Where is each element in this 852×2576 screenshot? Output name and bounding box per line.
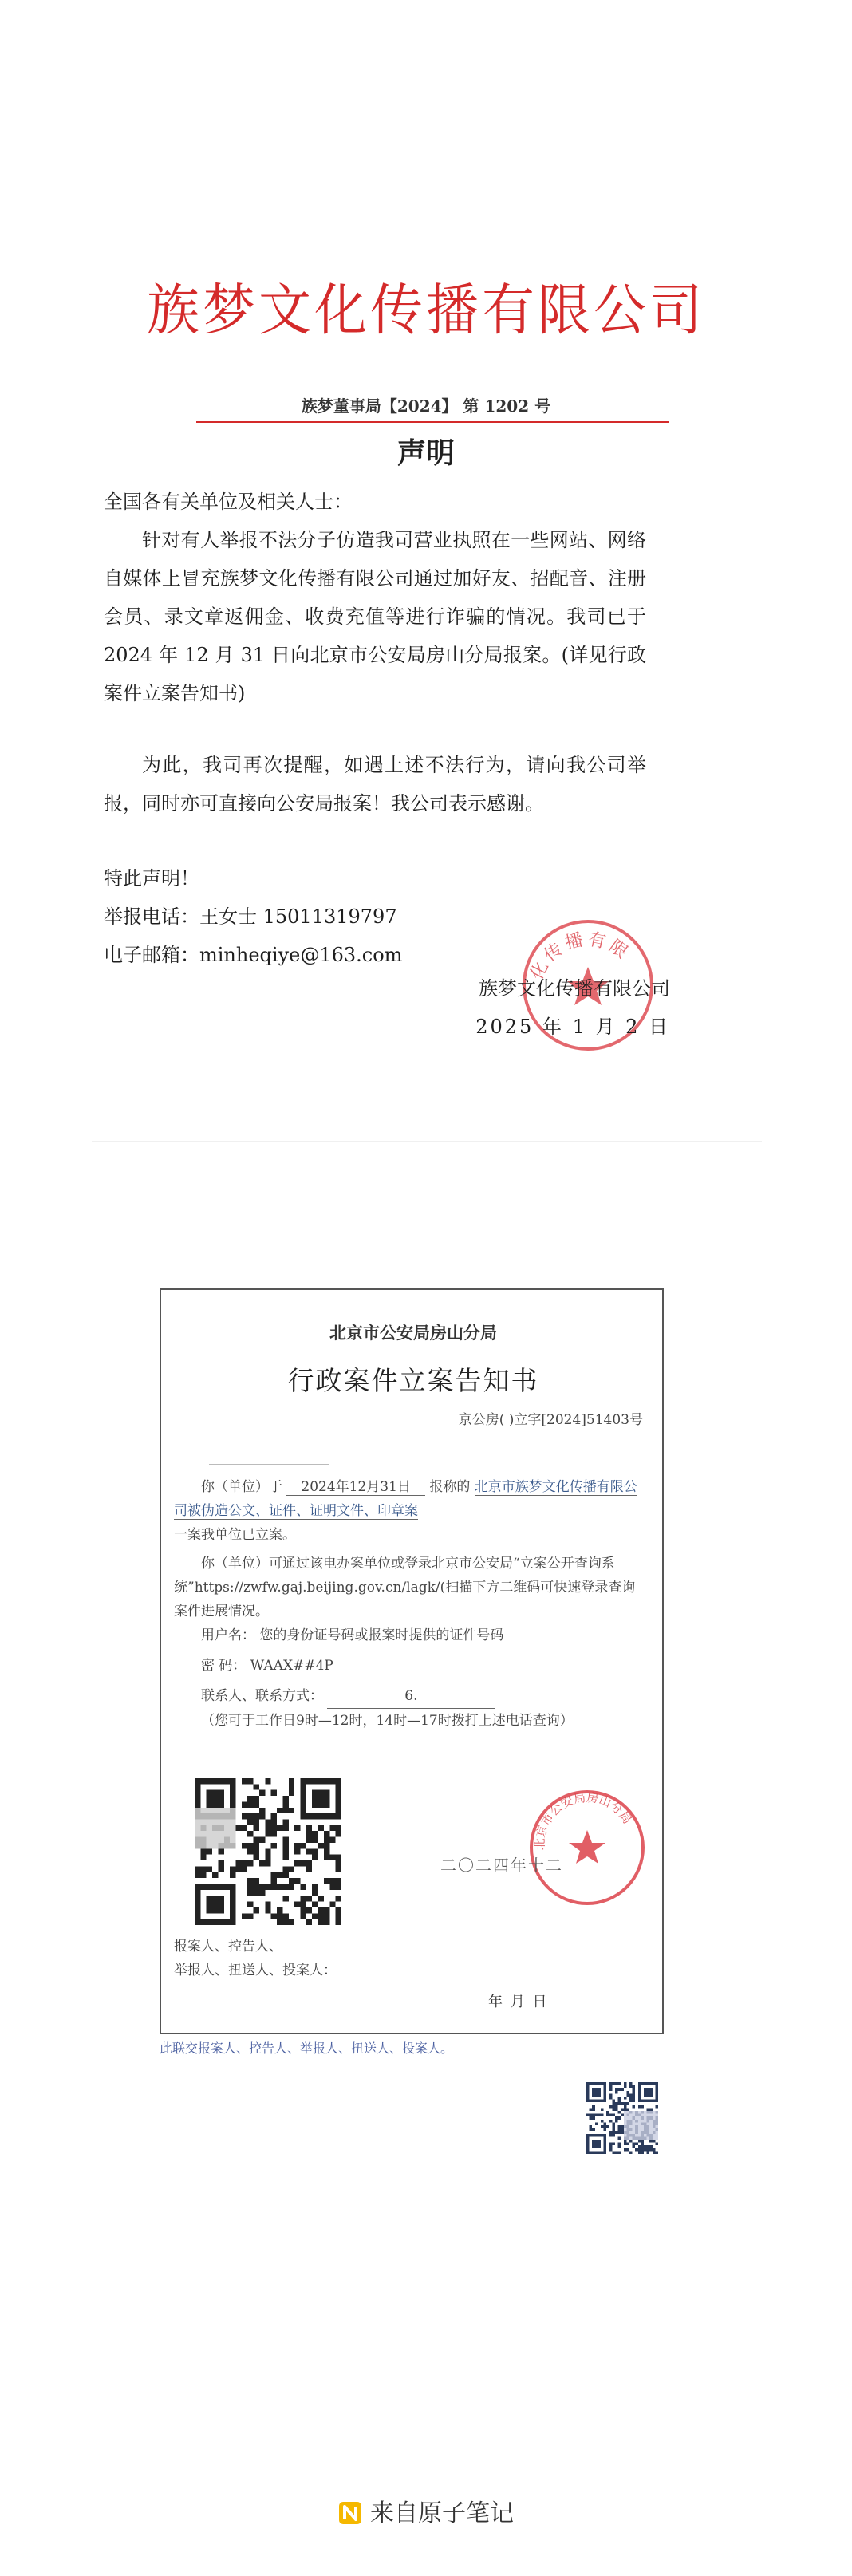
report-date: 2024年12月31日 [286,1479,425,1496]
company-seal-text: 化传播有限 [527,929,634,984]
body-1-suffix: 一案我单位已立案。 [174,1527,296,1543]
source-label: 来自原子笔记 [370,2499,514,2527]
signature-company: 族梦文化传播有限公司 [479,977,670,1000]
faint-rule [209,1464,329,1465]
police-seal-icon [528,1789,646,1907]
closing-statement: 特此声明！ [104,867,199,890]
small-qr-code-icon[interactable] [586,2082,658,2154]
section-divider [92,1141,762,1142]
paragraph-1: 针对有人举报不法分子仿造我司营业执照在一些网站、网络自媒体上冒充族梦文化传播有限公司通过加好友、招配音、注册会员、录文章返佣金、收费充值等进行诈骗的情况。我司已于 2024 年 12 月 31 日向北京市公安局房山分局报案。(详见行政案件立案告知书) [104,529,646,704]
case-number: 京公房( )立字[2024]51403号 [458,1412,643,1428]
username-line: 用户名： 您的身份证号码或报案时提供的证件号码 [201,1627,504,1643]
body-1-mid: 报称的 [429,1479,471,1495]
query-instructions: 你（单位）可通过该电办案单位或登录北京市公安局“立案公开查询系统”https://zwfw.gaj.beijing.gov.cn/lagk/(扫描下方二维码可快速登录查询案件进展情况。 [174,1556,636,1619]
notice-body [174,1475,649,1733]
signature-block [174,1935,653,1982]
signature-date: 2025 年 1 月 2 日 [475,1016,670,1038]
header-rule [196,421,669,423]
password-line: 密 码： WAAX##4P [201,1658,333,1674]
signature-line-1: 报案人、控告人、 [174,1939,282,1955]
report-email: 电子邮箱：minheqiye@163.com [104,944,403,966]
body-1-prefix: 你（单位）于 [201,1479,282,1495]
notice-authority: 北京市公安局房山分局 [329,1323,497,1343]
hours-line: （您可于工作日9时—12时，14时—17时拨打上述电话查询） [201,1713,574,1729]
declaration-title: 声明 [396,436,455,470]
contact-value: 6. [327,1684,495,1709]
case-description: 北京市族梦文化传播有限公司被伪造公文、证件、证明文件、印章案 [174,1479,637,1519]
paragraph-2: 为此，我司再次提醒，如遇上述不法行为，请向我公司举报，同时亦可直接向公安局报案！我公司表示感谢。 [104,754,646,815]
contact-label: 联系人、联系方式： [201,1688,323,1704]
qr-code-icon[interactable] [195,1778,341,1925]
case-notice [160,1288,664,2034]
n-logo-icon [338,2501,362,2525]
report-phone: 举报电话：王女士 15011319797 [104,905,397,928]
signature-line-2: 举报人、扭送人、投案人： [174,1963,337,1978]
signature-date-fields: 年 月 日 [488,1994,549,2010]
document-number: 族梦董事局【2024】 第 1202 号 [301,396,551,416]
source-credit [0,2493,852,2528]
salutation: 全国各有关单位及相关人士： [104,491,353,513]
notice-footer: 此联交报案人、控告人、举报人、扭送人、投案人。 [160,2041,454,2056]
notice-date: 二〇二四年十二 [440,1856,563,1875]
company-header: 族梦文化传播有限公司 [147,278,705,343]
police-seal-text: 北京市公安局房山分局 [532,1790,635,1851]
notice-title: 行政案件立案告知书 [287,1365,539,1396]
